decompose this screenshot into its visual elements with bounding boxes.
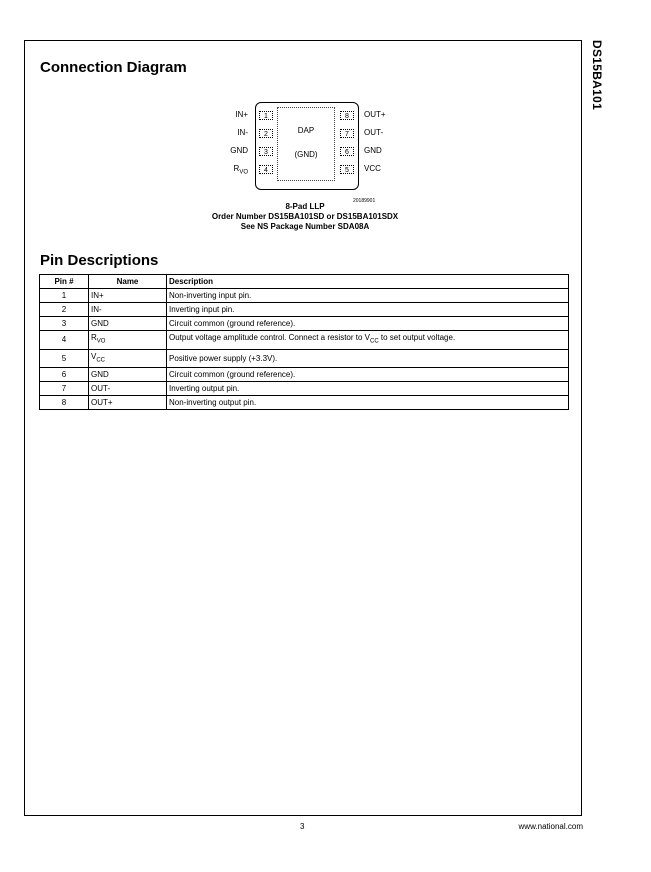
pin-name: $R_{VO}$ xyxy=(89,331,167,350)
pin-description: Circuit common (ground reference). xyxy=(167,368,569,382)
pin-description: Positive power supply (+3.3V). xyxy=(167,349,569,368)
dap-gnd-label: (GND) xyxy=(294,150,318,159)
header-name: Name xyxy=(89,275,167,289)
footer-url: www.national.com xyxy=(518,822,583,831)
table-row xyxy=(40,303,569,317)
pin-name: GND xyxy=(89,368,167,382)
table-row xyxy=(40,396,569,410)
exposed-dap xyxy=(277,107,335,181)
package-number-caption: See NS Package Number SDA08A xyxy=(240,222,370,231)
pin-description: Output voltage amplitude control. Connect a resistor to $V_{CC}$ to set output voltage. xyxy=(167,331,569,350)
pad-7: 7 xyxy=(340,129,354,138)
pad-8: 8 xyxy=(340,111,354,120)
dap-label: DAP xyxy=(297,126,315,135)
pin-label-gnd-right: GND xyxy=(364,146,382,155)
document-part-number: DS15BA101 xyxy=(590,40,604,111)
pad-1: 1 xyxy=(259,111,273,120)
package-caption: 8-Pad LLP xyxy=(285,202,325,211)
pin-description: Inverting input pin. xyxy=(167,303,569,317)
page-number: 3 xyxy=(300,822,305,831)
pin-number: 3 xyxy=(40,317,89,331)
package-outline xyxy=(255,102,359,190)
header-pin: Pin # xyxy=(40,275,89,289)
figure-code: 20189901 xyxy=(353,198,376,204)
pad-2: 2 xyxy=(259,129,273,138)
pin-description: Circuit common (ground reference). xyxy=(167,317,569,331)
pin-label-out-minus: OUT- xyxy=(364,128,384,137)
pin-number: 2 xyxy=(40,303,89,317)
pin-name: GND xyxy=(89,317,167,331)
table-row xyxy=(40,349,569,368)
pin-number: 8 xyxy=(40,396,89,410)
table-header-row xyxy=(40,275,569,289)
pin-descriptions-table xyxy=(39,274,569,410)
pin-description: Inverting output pin. xyxy=(167,382,569,396)
pin-label-in-minus: IN- xyxy=(237,128,248,137)
pin-label-rvo: $R_{VO}$ xyxy=(233,164,248,176)
pin-number: 1 xyxy=(40,289,89,303)
pin-name: OUT+ xyxy=(89,396,167,410)
pin-number: 6 xyxy=(40,368,89,382)
connection-diagram xyxy=(208,102,428,212)
pad-4: 4 xyxy=(259,165,273,174)
pin-number: 5 xyxy=(40,349,89,368)
pin-description: Non-inverting output pin. xyxy=(167,396,569,410)
pin-name: IN- xyxy=(89,303,167,317)
table-row xyxy=(40,317,569,331)
pin-name: $V_{CC}$ xyxy=(89,349,167,368)
pin-label-gnd-left: GND xyxy=(230,146,248,155)
order-number-caption: Order Number DS15BA101SD or DS15BA101SDX xyxy=(211,212,399,221)
pin-description: Non-inverting input pin. xyxy=(167,289,569,303)
pad-6: 6 xyxy=(340,147,354,156)
pin-name: IN+ xyxy=(89,289,167,303)
pin-descriptions-title: Pin Descriptions xyxy=(40,252,159,269)
table-row xyxy=(40,331,569,350)
pin-number: 4 xyxy=(40,331,89,350)
header-description: Description xyxy=(167,275,569,289)
table-row xyxy=(40,368,569,382)
table-row xyxy=(40,289,569,303)
pin-label-vcc: VCC xyxy=(364,164,381,173)
pin-number: 7 xyxy=(40,382,89,396)
pad-3: 3 xyxy=(259,147,273,156)
pin-label-in-plus: IN+ xyxy=(235,110,248,119)
pin-label-out-plus: OUT+ xyxy=(364,110,386,119)
connection-diagram-title: Connection Diagram xyxy=(40,59,187,76)
table-row xyxy=(40,382,569,396)
pin-name: OUT- xyxy=(89,382,167,396)
pad-5: 5 xyxy=(340,165,354,174)
